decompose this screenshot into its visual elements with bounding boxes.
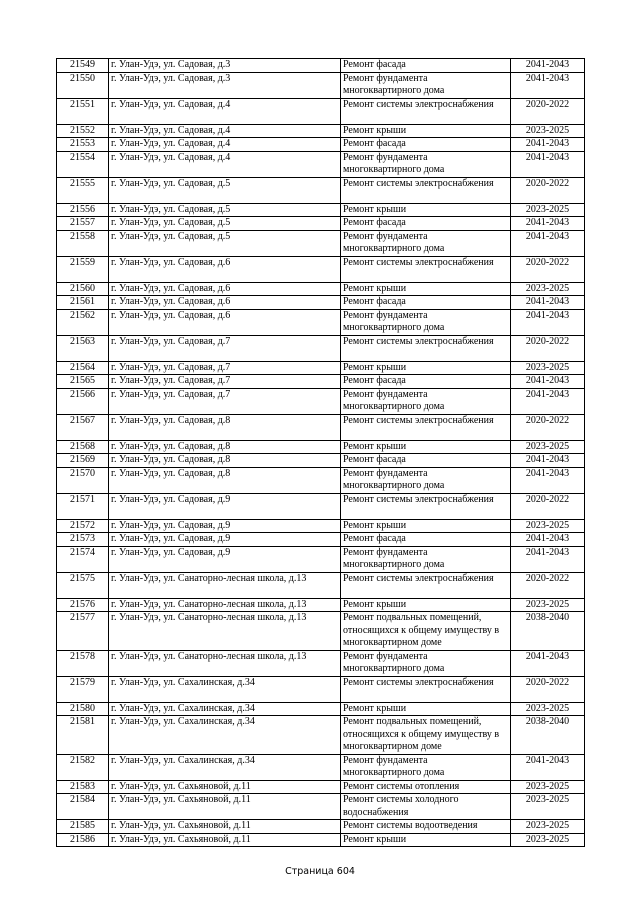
- period-cell: 2041-2043: [511, 546, 585, 572]
- row-number-cell: 21566: [57, 388, 109, 414]
- row-number-cell: 21584: [57, 794, 109, 820]
- address-cell: г. Улан-Удэ, ул. Сахалинская, д.34: [109, 754, 341, 780]
- address-cell: г. Улан-Удэ, ул. Садовая, д.9: [109, 546, 341, 572]
- work-type-cell: Ремонт системы электроснабжения: [341, 676, 511, 702]
- table-row: [57, 454, 585, 468]
- row-number-cell: 21583: [57, 780, 109, 794]
- work-type-cell: Ремонт фундамента многоквартирного дома: [341, 151, 511, 177]
- row-number-cell: 21582: [57, 754, 109, 780]
- table-row: [57, 177, 585, 203]
- period-cell: 2041-2043: [511, 650, 585, 676]
- table-row: [57, 375, 585, 389]
- table-row: [57, 533, 585, 547]
- period-cell: 2020-2022: [511, 256, 585, 282]
- row-number-cell: 21586: [57, 833, 109, 847]
- work-type-cell: Ремонт фасада: [341, 296, 511, 310]
- work-type-cell: Ремонт фасада: [341, 59, 511, 73]
- address-cell: г. Улан-Удэ, ул. Садовая, д.7: [109, 375, 341, 389]
- period-cell: 2041-2043: [511, 230, 585, 256]
- row-number-cell: 21573: [57, 533, 109, 547]
- address-cell: г. Улан-Удэ, ул. Санаторно-лесная школа, д.13: [109, 650, 341, 676]
- work-type-cell: Ремонт крыши: [341, 361, 511, 375]
- table-row: [57, 833, 585, 847]
- row-number-cell: 21560: [57, 282, 109, 296]
- period-cell: 2041-2043: [511, 388, 585, 414]
- row-number-cell: 21575: [57, 572, 109, 598]
- work-type-cell: Ремонт фасада: [341, 138, 511, 152]
- work-type-cell: Ремонт фасада: [341, 375, 511, 389]
- address-cell: г. Улан-Удэ, ул. Сахалинская, д.34: [109, 676, 341, 702]
- period-cell: 2041-2043: [511, 467, 585, 493]
- row-number-cell: 21549: [57, 59, 109, 73]
- row-number-cell: 21567: [57, 414, 109, 440]
- table-row: [57, 467, 585, 493]
- address-cell: г. Улан-Удэ, ул. Садовая, д.7: [109, 335, 341, 361]
- period-cell: 2020-2022: [511, 493, 585, 519]
- period-cell: 2020-2022: [511, 572, 585, 598]
- row-number-cell: 21569: [57, 454, 109, 468]
- work-type-cell: Ремонт системы холодного водоснабжения: [341, 794, 511, 820]
- row-number-cell: 21553: [57, 138, 109, 152]
- period-cell: 2041-2043: [511, 375, 585, 389]
- period-cell: 2020-2022: [511, 676, 585, 702]
- period-cell: 2020-2022: [511, 98, 585, 124]
- address-cell: г. Улан-Удэ, ул. Садовая, д.7: [109, 361, 341, 375]
- work-type-cell: Ремонт системы электроснабжения: [341, 572, 511, 598]
- period-cell: 2041-2043: [511, 754, 585, 780]
- row-number-cell: 21574: [57, 546, 109, 572]
- work-type-cell: Ремонт фундамента многоквартирного дома: [341, 467, 511, 493]
- period-cell: 2023-2025: [511, 833, 585, 847]
- work-type-cell: Ремонт системы отопления: [341, 780, 511, 794]
- table-row: [57, 716, 585, 755]
- row-number-cell: 21572: [57, 519, 109, 533]
- address-cell: г. Улан-Удэ, ул. Сахьяновой, д.11: [109, 820, 341, 834]
- address-cell: г. Улан-Удэ, ул. Садовая, д.6: [109, 296, 341, 310]
- row-number-cell: 21554: [57, 151, 109, 177]
- work-type-cell: Ремонт крыши: [341, 440, 511, 454]
- address-cell: г. Улан-Удэ, ул. Садовая, д.5: [109, 217, 341, 231]
- table-row: [57, 493, 585, 519]
- table-row: [57, 335, 585, 361]
- period-cell: 2023-2025: [511, 702, 585, 716]
- address-cell: г. Улан-Удэ, ул. Садовая, д.9: [109, 493, 341, 519]
- work-type-cell: Ремонт фундамента многоквартирного дома: [341, 754, 511, 780]
- row-number-cell: 21577: [57, 612, 109, 651]
- period-cell: 2023-2025: [511, 203, 585, 217]
- work-type-cell: Ремонт фасада: [341, 454, 511, 468]
- table-row: [57, 414, 585, 440]
- row-number-cell: 21555: [57, 177, 109, 203]
- work-type-cell: Ремонт фундамента многоквартирного дома: [341, 388, 511, 414]
- table-row: [57, 676, 585, 702]
- work-type-cell: Ремонт крыши: [341, 282, 511, 296]
- period-cell: 2020-2022: [511, 177, 585, 203]
- period-cell: 2020-2022: [511, 414, 585, 440]
- address-cell: г. Улан-Удэ, ул. Санаторно-лесная школа, д.13: [109, 572, 341, 598]
- work-type-cell: Ремонт системы электроснабжения: [341, 98, 511, 124]
- table-row: [57, 98, 585, 124]
- table-row: [57, 217, 585, 231]
- address-cell: г. Улан-Удэ, ул. Садовая, д.9: [109, 519, 341, 533]
- work-type-cell: Ремонт фундамента многоквартирного дома: [341, 309, 511, 335]
- table-row: [57, 794, 585, 820]
- period-cell: 2041-2043: [511, 138, 585, 152]
- work-type-cell: Ремонт крыши: [341, 203, 511, 217]
- table-row: [57, 598, 585, 612]
- period-cell: 2041-2043: [511, 309, 585, 335]
- address-cell: г. Улан-Удэ, ул. Сахьяновой, д.11: [109, 780, 341, 794]
- row-number-cell: 21556: [57, 203, 109, 217]
- period-cell: 2041-2043: [511, 59, 585, 73]
- page-number: Страница 604: [285, 866, 355, 877]
- table-row: [57, 780, 585, 794]
- address-cell: г. Улан-Удэ, ул. Садовая, д.5: [109, 230, 341, 256]
- work-type-cell: Ремонт фасада: [341, 217, 511, 231]
- row-number-cell: 21552: [57, 124, 109, 138]
- work-type-cell: Ремонт крыши: [341, 598, 511, 612]
- table-row: [57, 72, 585, 98]
- period-cell: 2041-2043: [511, 454, 585, 468]
- period-cell: 2023-2025: [511, 820, 585, 834]
- work-type-cell: Ремонт системы водоотведения: [341, 820, 511, 834]
- row-number-cell: 21576: [57, 598, 109, 612]
- address-cell: г. Улан-Удэ, ул. Санаторно-лесная школа, д.13: [109, 598, 341, 612]
- address-cell: г. Улан-Удэ, ул. Садовая, д.6: [109, 282, 341, 296]
- work-type-cell: Ремонт крыши: [341, 702, 511, 716]
- period-cell: 2023-2025: [511, 794, 585, 820]
- table-body: [57, 59, 585, 847]
- work-type-cell: Ремонт подвальных помещений, относящихся к общему имуществу в многоквартирном доме: [341, 612, 511, 651]
- table-row: [57, 572, 585, 598]
- row-number-cell: 21558: [57, 230, 109, 256]
- row-number-cell: 21568: [57, 440, 109, 454]
- period-cell: 2041-2043: [511, 217, 585, 231]
- row-number-cell: 21579: [57, 676, 109, 702]
- address-cell: г. Улан-Удэ, ул. Садовая, д.6: [109, 309, 341, 335]
- address-cell: г. Улан-Удэ, ул. Сахьяновой, д.11: [109, 794, 341, 820]
- row-number-cell: 21564: [57, 361, 109, 375]
- period-cell: 2020-2022: [511, 335, 585, 361]
- work-type-cell: Ремонт системы электроснабжения: [341, 177, 511, 203]
- address-cell: г. Улан-Удэ, ул. Садовая, д.8: [109, 440, 341, 454]
- period-cell: 2023-2025: [511, 598, 585, 612]
- period-cell: 2041-2043: [511, 72, 585, 98]
- period-cell: 2023-2025: [511, 780, 585, 794]
- address-cell: г. Улан-Удэ, ул. Санаторно-лесная школа, д.13: [109, 612, 341, 651]
- row-number-cell: 21581: [57, 716, 109, 755]
- address-cell: г. Улан-Удэ, ул. Сахалинская, д.34: [109, 702, 341, 716]
- table-row: [57, 203, 585, 217]
- address-cell: г. Улан-Удэ, ул. Садовая, д.4: [109, 151, 341, 177]
- row-number-cell: 21565: [57, 375, 109, 389]
- row-number-cell: 21571: [57, 493, 109, 519]
- row-number-cell: 21563: [57, 335, 109, 361]
- work-type-cell: Ремонт подвальных помещений, относящихся к общему имуществу в многоквартирном доме: [341, 716, 511, 755]
- row-number-cell: 21570: [57, 467, 109, 493]
- address-cell: г. Улан-Удэ, ул. Сахалинская, д.34: [109, 716, 341, 755]
- period-cell: 2041-2043: [511, 533, 585, 547]
- row-number-cell: 21580: [57, 702, 109, 716]
- table-row: [57, 546, 585, 572]
- address-cell: г. Улан-Удэ, ул. Садовая, д.3: [109, 59, 341, 73]
- work-type-cell: Ремонт системы электроснабжения: [341, 335, 511, 361]
- period-cell: 2038-2040: [511, 612, 585, 651]
- address-cell: г. Улан-Удэ, ул. Садовая, д.5: [109, 203, 341, 217]
- table-row: [57, 256, 585, 282]
- table-row: [57, 612, 585, 651]
- row-number-cell: 21578: [57, 650, 109, 676]
- repair-schedule-table: [56, 58, 585, 847]
- address-cell: г. Улан-Удэ, ул. Сахьяновой, д.11: [109, 833, 341, 847]
- period-cell: 2023-2025: [511, 361, 585, 375]
- table-row: [57, 440, 585, 454]
- period-cell: 2023-2025: [511, 124, 585, 138]
- work-type-cell: Ремонт фундамента многоквартирного дома: [341, 650, 511, 676]
- table-row: [57, 820, 585, 834]
- table-row: [57, 309, 585, 335]
- period-cell: 2038-2040: [511, 716, 585, 755]
- row-number-cell: 21561: [57, 296, 109, 310]
- address-cell: г. Улан-Удэ, ул. Садовая, д.4: [109, 98, 341, 124]
- row-number-cell: 21550: [57, 72, 109, 98]
- table-row: [57, 138, 585, 152]
- row-number-cell: 21559: [57, 256, 109, 282]
- work-type-cell: Ремонт крыши: [341, 124, 511, 138]
- table-row: [57, 282, 585, 296]
- address-cell: г. Улан-Удэ, ул. Садовая, д.7: [109, 388, 341, 414]
- work-type-cell: Ремонт системы электроснабжения: [341, 414, 511, 440]
- table-row: [57, 702, 585, 716]
- work-type-cell: Ремонт фундамента многоквартирного дома: [341, 230, 511, 256]
- period-cell: 2023-2025: [511, 282, 585, 296]
- period-cell: 2041-2043: [511, 151, 585, 177]
- table-row: [57, 519, 585, 533]
- work-type-cell: Ремонт фундамента многоквартирного дома: [341, 546, 511, 572]
- address-cell: г. Улан-Удэ, ул. Садовая, д.4: [109, 124, 341, 138]
- table-row: [57, 650, 585, 676]
- address-cell: г. Улан-Удэ, ул. Садовая, д.8: [109, 454, 341, 468]
- table-row: [57, 296, 585, 310]
- work-type-cell: Ремонт крыши: [341, 833, 511, 847]
- table-row: [57, 230, 585, 256]
- work-type-cell: Ремонт крыши: [341, 519, 511, 533]
- address-cell: г. Улан-Удэ, ул. Садовая, д.9: [109, 533, 341, 547]
- row-number-cell: 21551: [57, 98, 109, 124]
- work-type-cell: Ремонт фундамента многоквартирного дома: [341, 72, 511, 98]
- table-row: [57, 361, 585, 375]
- row-number-cell: 21557: [57, 217, 109, 231]
- address-cell: г. Улан-Удэ, ул. Садовая, д.6: [109, 256, 341, 282]
- period-cell: 2023-2025: [511, 519, 585, 533]
- table-row: [57, 151, 585, 177]
- work-type-cell: Ремонт системы электроснабжения: [341, 493, 511, 519]
- address-cell: г. Улан-Удэ, ул. Садовая, д.8: [109, 467, 341, 493]
- table-row: [57, 754, 585, 780]
- work-type-cell: Ремонт системы электроснабжения: [341, 256, 511, 282]
- address-cell: г. Улан-Удэ, ул. Садовая, д.8: [109, 414, 341, 440]
- table-row: [57, 59, 585, 73]
- period-cell: 2041-2043: [511, 296, 585, 310]
- table-row: [57, 124, 585, 138]
- address-cell: г. Улан-Удэ, ул. Садовая, д.5: [109, 177, 341, 203]
- address-cell: г. Улан-Удэ, ул. Садовая, д.3: [109, 72, 341, 98]
- work-type-cell: Ремонт фасада: [341, 533, 511, 547]
- row-number-cell: 21585: [57, 820, 109, 834]
- period-cell: 2023-2025: [511, 440, 585, 454]
- row-number-cell: 21562: [57, 309, 109, 335]
- address-cell: г. Улан-Удэ, ул. Садовая, д.4: [109, 138, 341, 152]
- table-row: [57, 388, 585, 414]
